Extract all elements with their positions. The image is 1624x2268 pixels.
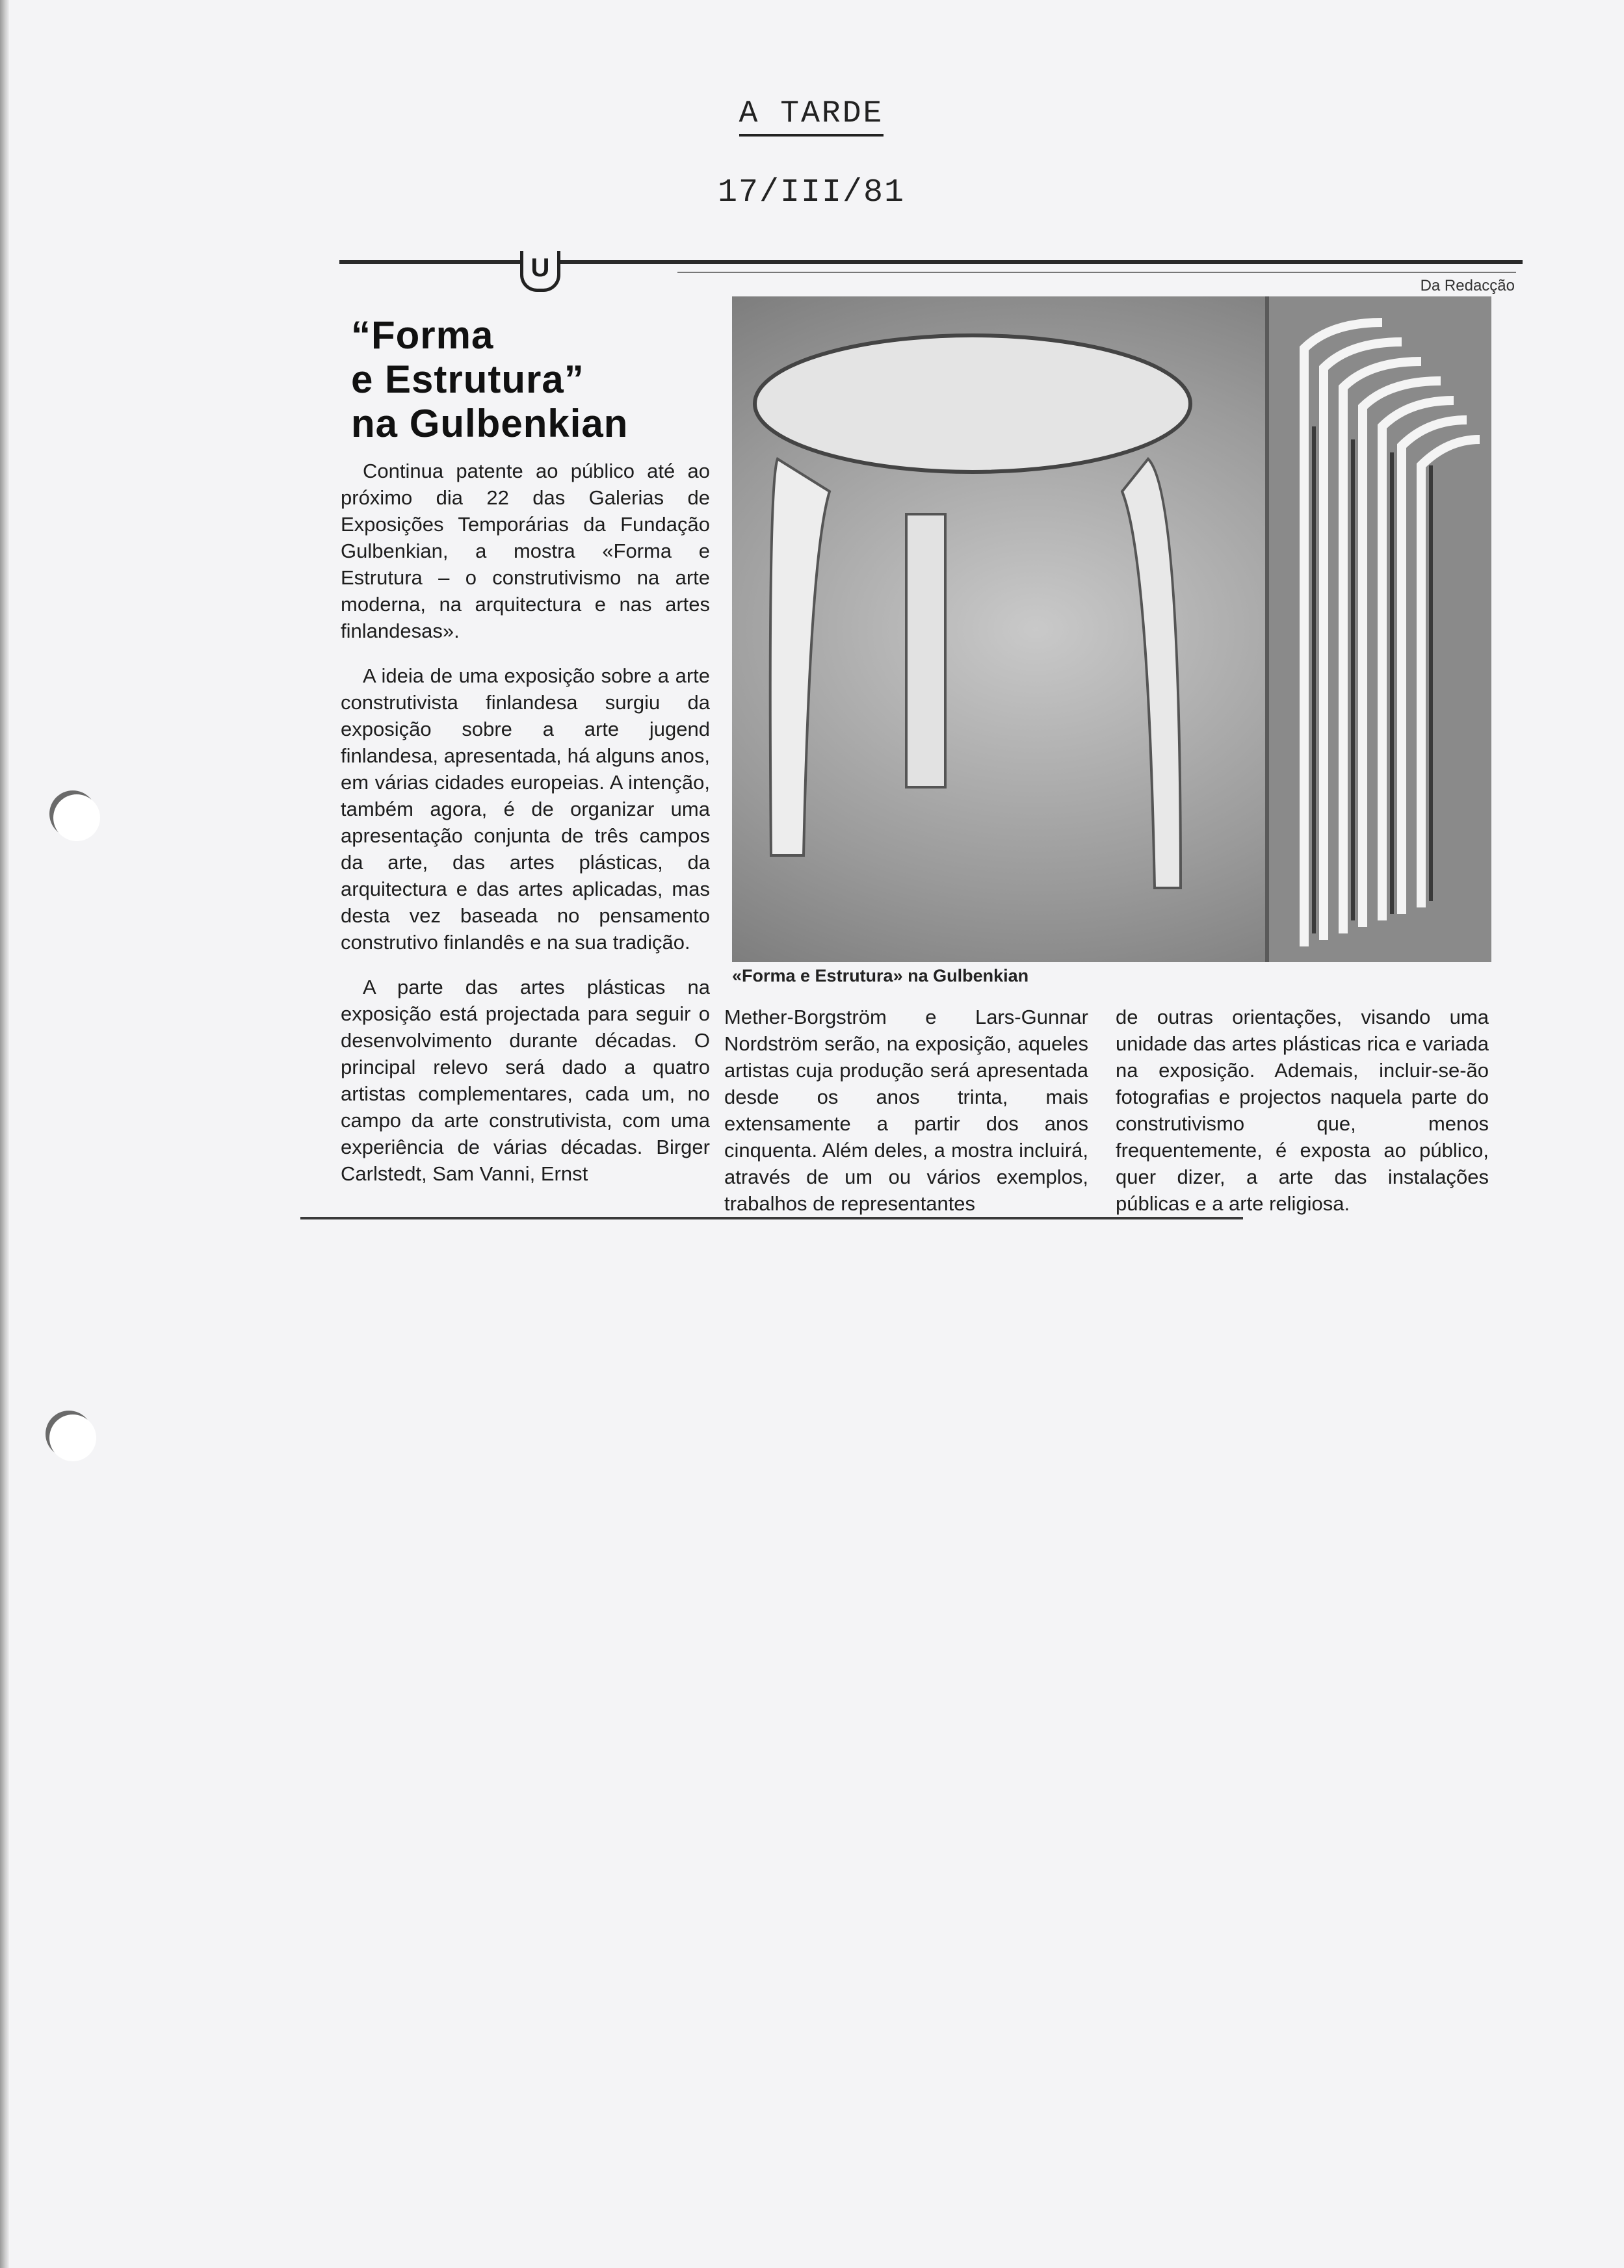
article-column-2: [724, 1004, 1088, 1217]
punch-hole: [49, 1414, 96, 1461]
section-mark-letter: U: [530, 254, 550, 282]
stool-seat: [755, 335, 1190, 472]
section-mark: [520, 251, 560, 292]
headline-line-3: na Gulbenkian: [351, 402, 629, 445]
newspaper-name: [714, 96, 909, 131]
article-column-1: [341, 458, 710, 1205]
paragraph: de outras orientações, visando uma unidade das artes plásticas rica e variada na exposição. Ademais, incluir-se-ão fotografias e projectos naquela parte do construtivismo que, menos frequentemente, é exposta ao público, quer dizer, a arte das instalações públicas e a arte religiosa.: [1116, 1006, 1489, 1215]
punch-hole: [53, 794, 100, 841]
article-column-3: [1116, 1004, 1489, 1217]
paragraph: A parte das artes plásticas na exposição está projectada para seguir o desenvolvimento durante décadas. O principal relevo será dado a quatro artistas complementares, cada um, no campo da arte construtivista, com uma experiência de várias décadas. Birger Carlstedt, Sam Vanni, Ernst: [341, 976, 710, 1185]
paragraph: Continua patente ao público até ao próximo dia 22 das Galerias de Exposições Temporárias da Fundação Gulbenkian, a mostra «Forma e Estrutura – o construtivismo na arte moderna, na arquitectura e nas artes finlandesas».: [341, 460, 710, 642]
paragraph: Mether-Borgström e Lars-Gunnar Nordström serão, na exposição, aqueles artistas cuja produção será apresentada desde os anos trinta, mais extensamente a partir dos anos cinquenta. Além deles, a mostra incluirá, através de um ou vários exemplos, trabalhos de representantes: [724, 1006, 1088, 1215]
byline: Da Redacção: [1420, 277, 1515, 294]
headline-line-1: “Forma: [351, 313, 494, 357]
newspaper-clipping: [300, 251, 1523, 1222]
top-rule: [339, 260, 1523, 264]
stool-leg-left: [770, 459, 830, 855]
stool-photo-drawing: [732, 296, 1491, 962]
photo-caption: «Forma e Estrutura» na Gulbenkian: [732, 966, 1029, 985]
newspaper-name-text: A TARDE: [739, 96, 884, 137]
stool-leg-back: [906, 514, 945, 787]
headline-line-2: e Estrutura”: [351, 358, 584, 401]
headline: [351, 313, 715, 446]
bottom-rule: [300, 1217, 1243, 1219]
stool-leg-right: [1122, 459, 1181, 888]
clipping-date: 17/III/81: [717, 174, 906, 211]
paragraph: A ideia de uma exposição sobre a arte construtivista finlandesa surgiu da exposição sobre a arte jugend finlandesa, apresentada, há alguns anos, em várias cidades europeias. A intenção, também agora, é de organizar uma apresentação conjunta de três campos da arte, das artes plásticas, da arquitectura e das artes aplicadas, mas desta vez baseada no pensamento construtivo finlandês e na sua tradição.: [341, 664, 710, 954]
photo-divider: [1265, 296, 1269, 962]
stool-photo: [732, 296, 1491, 962]
top-rule-thin: [677, 272, 1516, 273]
page-edge: [0, 0, 9, 2268]
